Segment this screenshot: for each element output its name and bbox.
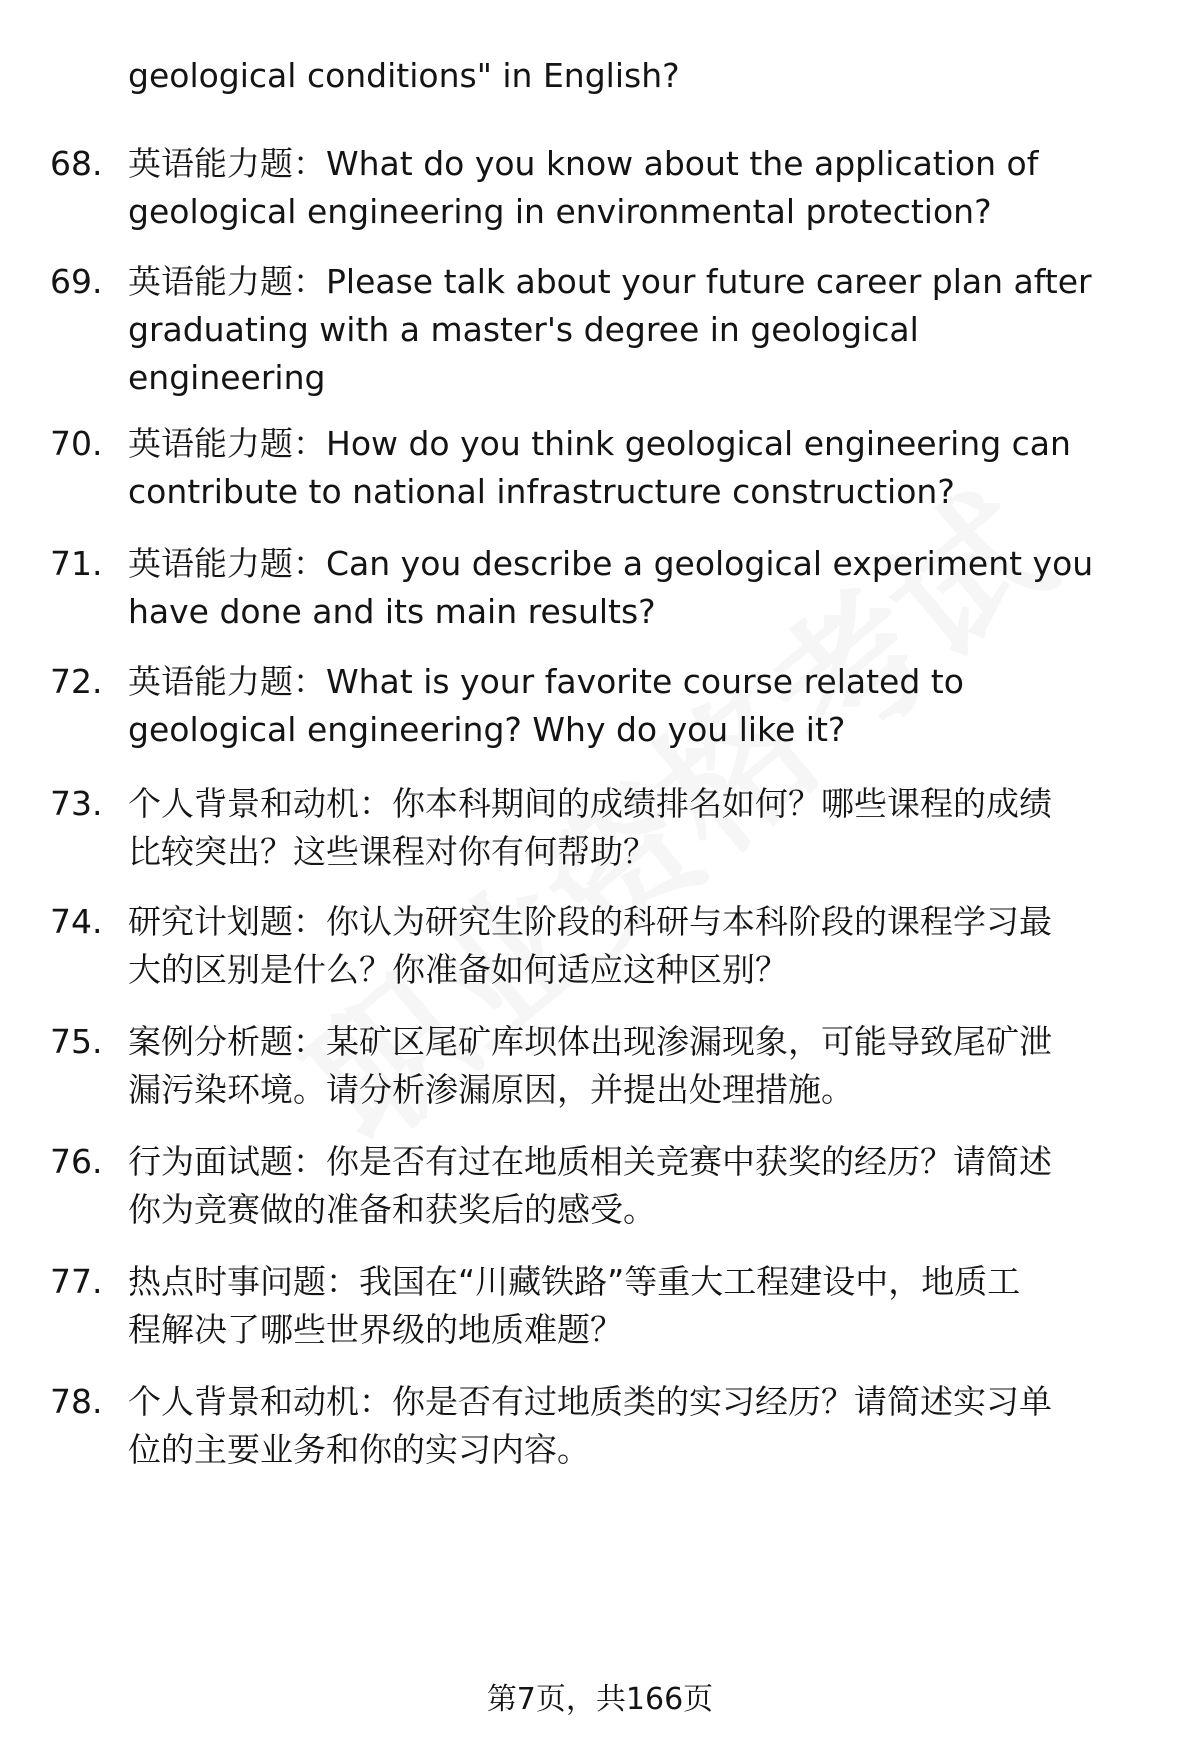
page-number-footer: 第7页，共166页 (486, 1682, 714, 1717)
question-text: 案例分析题：某矿区尾矿库坝体出现渗漏现象，可能导致尾矿泄 漏污染环境。请分析渗漏原因，并提出处理措施。 (128, 1022, 1052, 1109)
question-text: 英语能力题：What do you know about the application of geological engineering in environmental protection? (128, 144, 1039, 231)
question-text: 热点时事问题：我国在“川藏铁路”等重大工程建设中，地质工 程解决了哪些世界级的地质难题？ (128, 1262, 1021, 1349)
question-text: 个人背景和动机：你是否有过地质类的实习经历？请简述实习单 位的主要业务和你的实习内容。 (128, 1382, 1052, 1469)
question-number: 70. (50, 424, 103, 463)
question-text: 研究计划题：你认为研究生阶段的科研与本科阶段的课程学习最 大的区别是什么？你准备如何适应这种区别？ (128, 902, 1052, 989)
question-text: 英语能力题：Please talk about your future career plan after graduating with a master's degree in geological engineering (128, 262, 1092, 397)
question-text: 行为面试题：你是否有过在地质相关竞赛中获奖的经历？请简述 你为竞赛做的准备和获奖后的感受。 (128, 1142, 1052, 1229)
question-text: 英语能力题：How do you think geological engineering can contribute to national infrastructure construction? (128, 424, 1071, 511)
question-number: 74. (50, 902, 103, 941)
question-number: 75. (50, 1022, 103, 1061)
question-text: 个人背景和动机：你本科期间的成绩排名如何？哪些课程的成绩 比较突出？这些课程对你有何帮助？ (128, 784, 1052, 871)
question-number: 68. (50, 144, 103, 183)
continued-question-text: geological conditions" in English? (128, 56, 680, 95)
question-number: 72. (50, 662, 103, 701)
question-number: 78. (50, 1382, 103, 1421)
question-number: 77. (50, 1262, 103, 1301)
question-text: 英语能力题：What is your favorite course related to geological engineering? Why do you like it? (128, 662, 964, 749)
question-text: 英语能力题：Can you describe a geological experiment you have done and its main results? (128, 544, 1094, 631)
question-number: 69. (50, 262, 103, 301)
question-number: 71. (50, 544, 103, 583)
question-number: 76. (50, 1142, 103, 1181)
question-number: 73. (50, 784, 103, 823)
